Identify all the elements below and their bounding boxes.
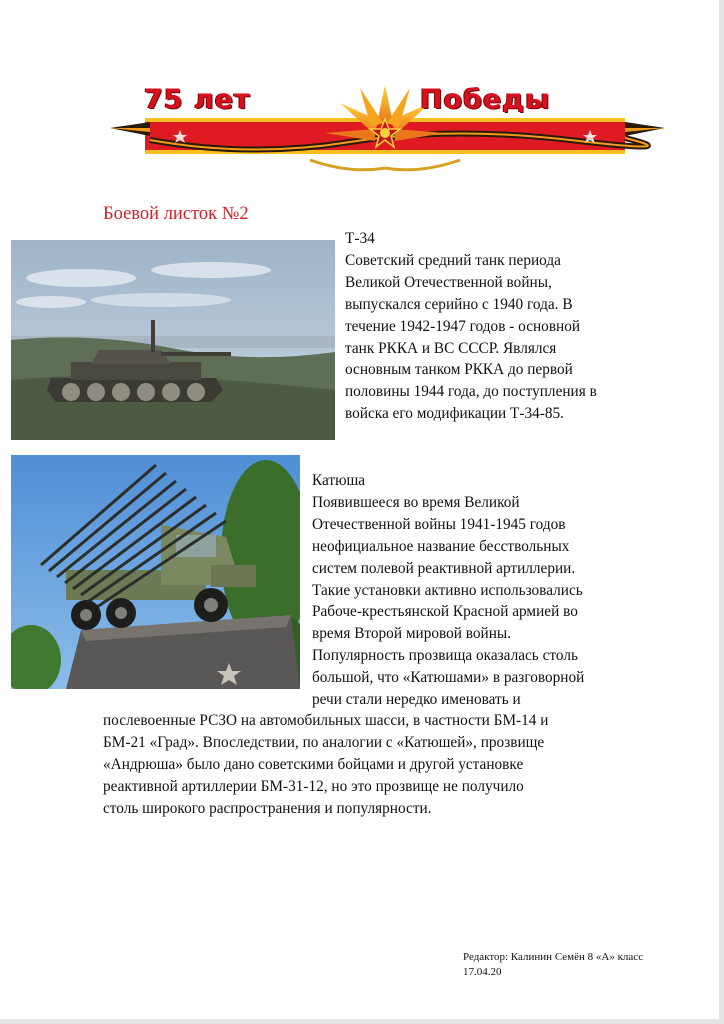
t34-line: танк РККА и ВС СССР. Являлся bbox=[345, 339, 557, 357]
page-edge-right bbox=[719, 0, 724, 1024]
katyusha-line: Рабоче-крестьянской Красной армией во bbox=[312, 603, 578, 621]
banner-right-text: Победы bbox=[420, 84, 551, 115]
t34-line: течение 1942-1947 годов - основной bbox=[345, 317, 581, 335]
katyusha-line: Популярность прозвища оказалась столь bbox=[312, 647, 578, 665]
t34-line: половины 1944 года, до поступления в bbox=[345, 383, 597, 401]
t34-line: выпускался серийно с 1940 года. В bbox=[345, 295, 573, 313]
editor-name: Редактор: Калинин Семён 8 «А» класс bbox=[463, 951, 644, 963]
katyusha-line: столь широкого распространения и популярности. bbox=[103, 799, 432, 817]
katyusha-line: Такие установки активно использовались bbox=[312, 581, 583, 599]
t34-line: основным танком РККА до первой bbox=[345, 361, 573, 379]
page-edge-bottom bbox=[0, 1019, 724, 1024]
katyusha-line: реактивной артиллерии БМ-31-12, но это прозвище не получило bbox=[103, 777, 524, 795]
katyusha-line: речи стали нередко именовать и bbox=[312, 691, 521, 709]
katyusha-line: неофициальное название бесствольных bbox=[312, 537, 570, 555]
t34-line: войска его модификации Т-34-85. bbox=[345, 405, 564, 423]
katyusha-heading: Катюша bbox=[312, 472, 366, 489]
t34-heading: Т-34 bbox=[345, 230, 375, 247]
katyusha-photo bbox=[11, 455, 300, 689]
editor-credit bbox=[463, 950, 643, 980]
katyusha-line: БМ-21 «Град». Впоследствии, по аналогии с «Катюшей», прозвище bbox=[103, 733, 545, 751]
katyusha-line: «Андрюша» было дано советскими бойцами и другой установке bbox=[103, 755, 524, 773]
katyusha-line: послевоенные РСЗО на автомобильных шасси, в частности БМ-14 и bbox=[103, 712, 549, 729]
katyusha-continued bbox=[103, 710, 548, 820]
victory-banner bbox=[110, 78, 665, 178]
katyusha-line: большой, что «Катюшами» в разговорной bbox=[312, 669, 585, 687]
t34-photo bbox=[11, 240, 335, 440]
katyusha-line: Отечественной войны 1941-1945 годов bbox=[312, 515, 566, 533]
t34-line: Советский средний танк периода bbox=[345, 251, 561, 269]
editor-date: 17.04.20 bbox=[463, 966, 502, 978]
katyusha-line: время Второй мировой войны. bbox=[312, 625, 512, 643]
katyusha-line: Появившееся во время Великой bbox=[312, 493, 520, 511]
t34-line: Великой Отечественной войны, bbox=[345, 273, 552, 291]
katyusha-section bbox=[312, 470, 584, 711]
t34-section bbox=[345, 228, 597, 425]
katyusha-line: систем полевой реактивной артиллерии. bbox=[312, 559, 576, 577]
banner-left-text: 75 лет bbox=[144, 84, 251, 115]
page-title: Боевой листок №2 bbox=[103, 204, 249, 224]
